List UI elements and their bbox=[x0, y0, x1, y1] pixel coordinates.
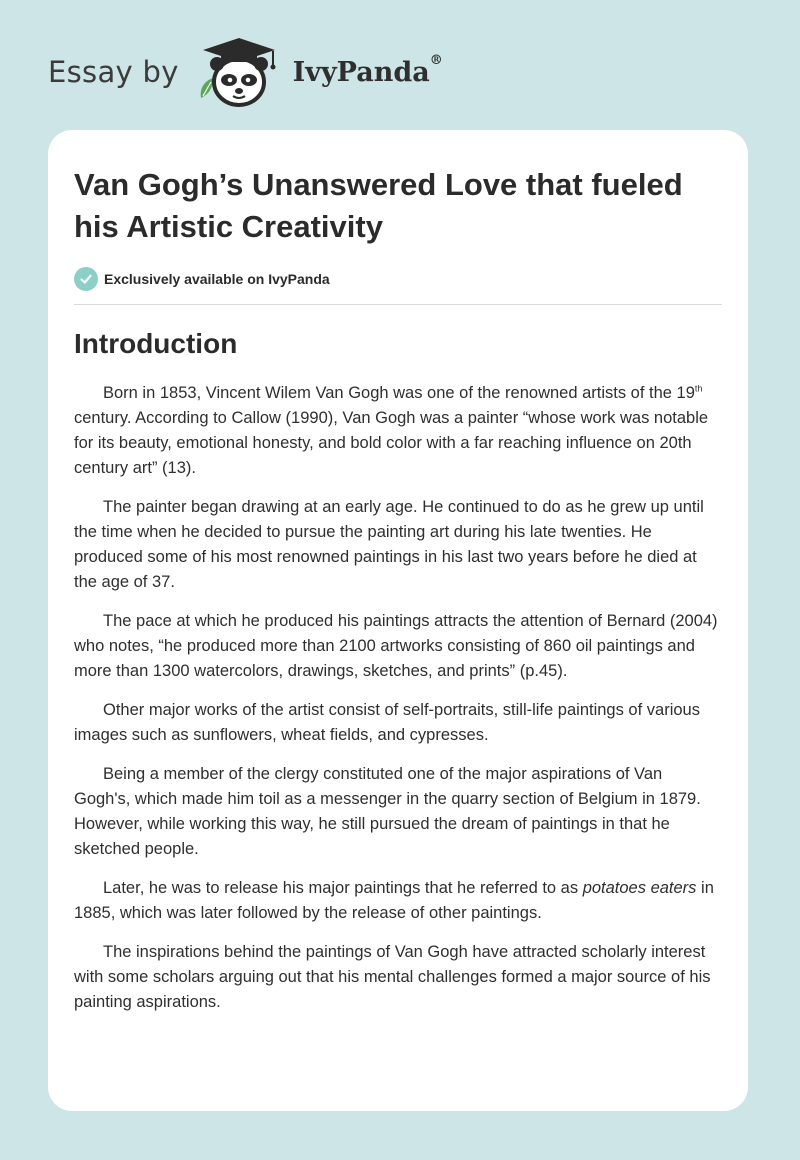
panda-logo-icon bbox=[193, 34, 285, 110]
site-header bbox=[48, 34, 443, 110]
brand-prefix: Essay by bbox=[48, 55, 179, 89]
paragraph-3: The pace at which he produced his paintings attracts the attention of Bernard (2004) who notes, “he produced more than 2100 artworks consisting of 860 oil paintings and more than 1300 watercolors, drawings, sketches, and prints” (p.45). bbox=[74, 612, 718, 680]
essay-card bbox=[48, 130, 748, 1111]
paragraph-2: The painter began drawing at an early age. He continued to do as he grew up until the time when he decided to pursue the painting art during his late twenties. He produced some of his most renowned paintings in his last two years before he died at the age of 37. bbox=[74, 498, 704, 591]
exclusive-badge bbox=[74, 267, 722, 291]
paragraph-4: Other major works of the artist consist of self-portraits, still-life paintings of various images such as sunflowers, wheat fields, and cypresses. bbox=[74, 701, 700, 744]
paragraph-1: Born in 1853, Vincent Wilem Van Gogh was one of the renowned artists of the 19th century. According to Callow (1990), Van Gogh was a painter “whose work was notable for its beauty, emotional honesty, and bold color with a far reaching influence on 20th century art” (13). bbox=[74, 383, 709, 477]
divider bbox=[74, 304, 722, 305]
essay-title: Van Gogh’s Unanswered Love that fueled his Artistic Creativity bbox=[74, 167, 683, 244]
paragraph-7: The inspirations behind the paintings of Van Gogh have attracted scholarly interest with some scholars arguing out that his mental challenges formed a major source of his painting aspirations. bbox=[74, 943, 711, 1011]
brand-name: IvyPanda® bbox=[292, 52, 443, 88]
paragraph-5: Being a member of the clergy constituted one of the major aspirations of Van Gogh's, which made him toil as a messenger in the quarry section of Belgium in 1879. However, while working this way, he still pursued the dream of paintings in that he sketched people. bbox=[74, 765, 701, 858]
badge-label: Exclusively available on IvyPanda bbox=[104, 271, 330, 287]
paragraph-6: Later, he was to release his major paintings that he referred to as potatoes eaters in 1885, which was later followed by the release of other paintings. bbox=[74, 879, 714, 922]
check-icon bbox=[74, 267, 98, 291]
section-heading: Introduction bbox=[74, 328, 238, 359]
